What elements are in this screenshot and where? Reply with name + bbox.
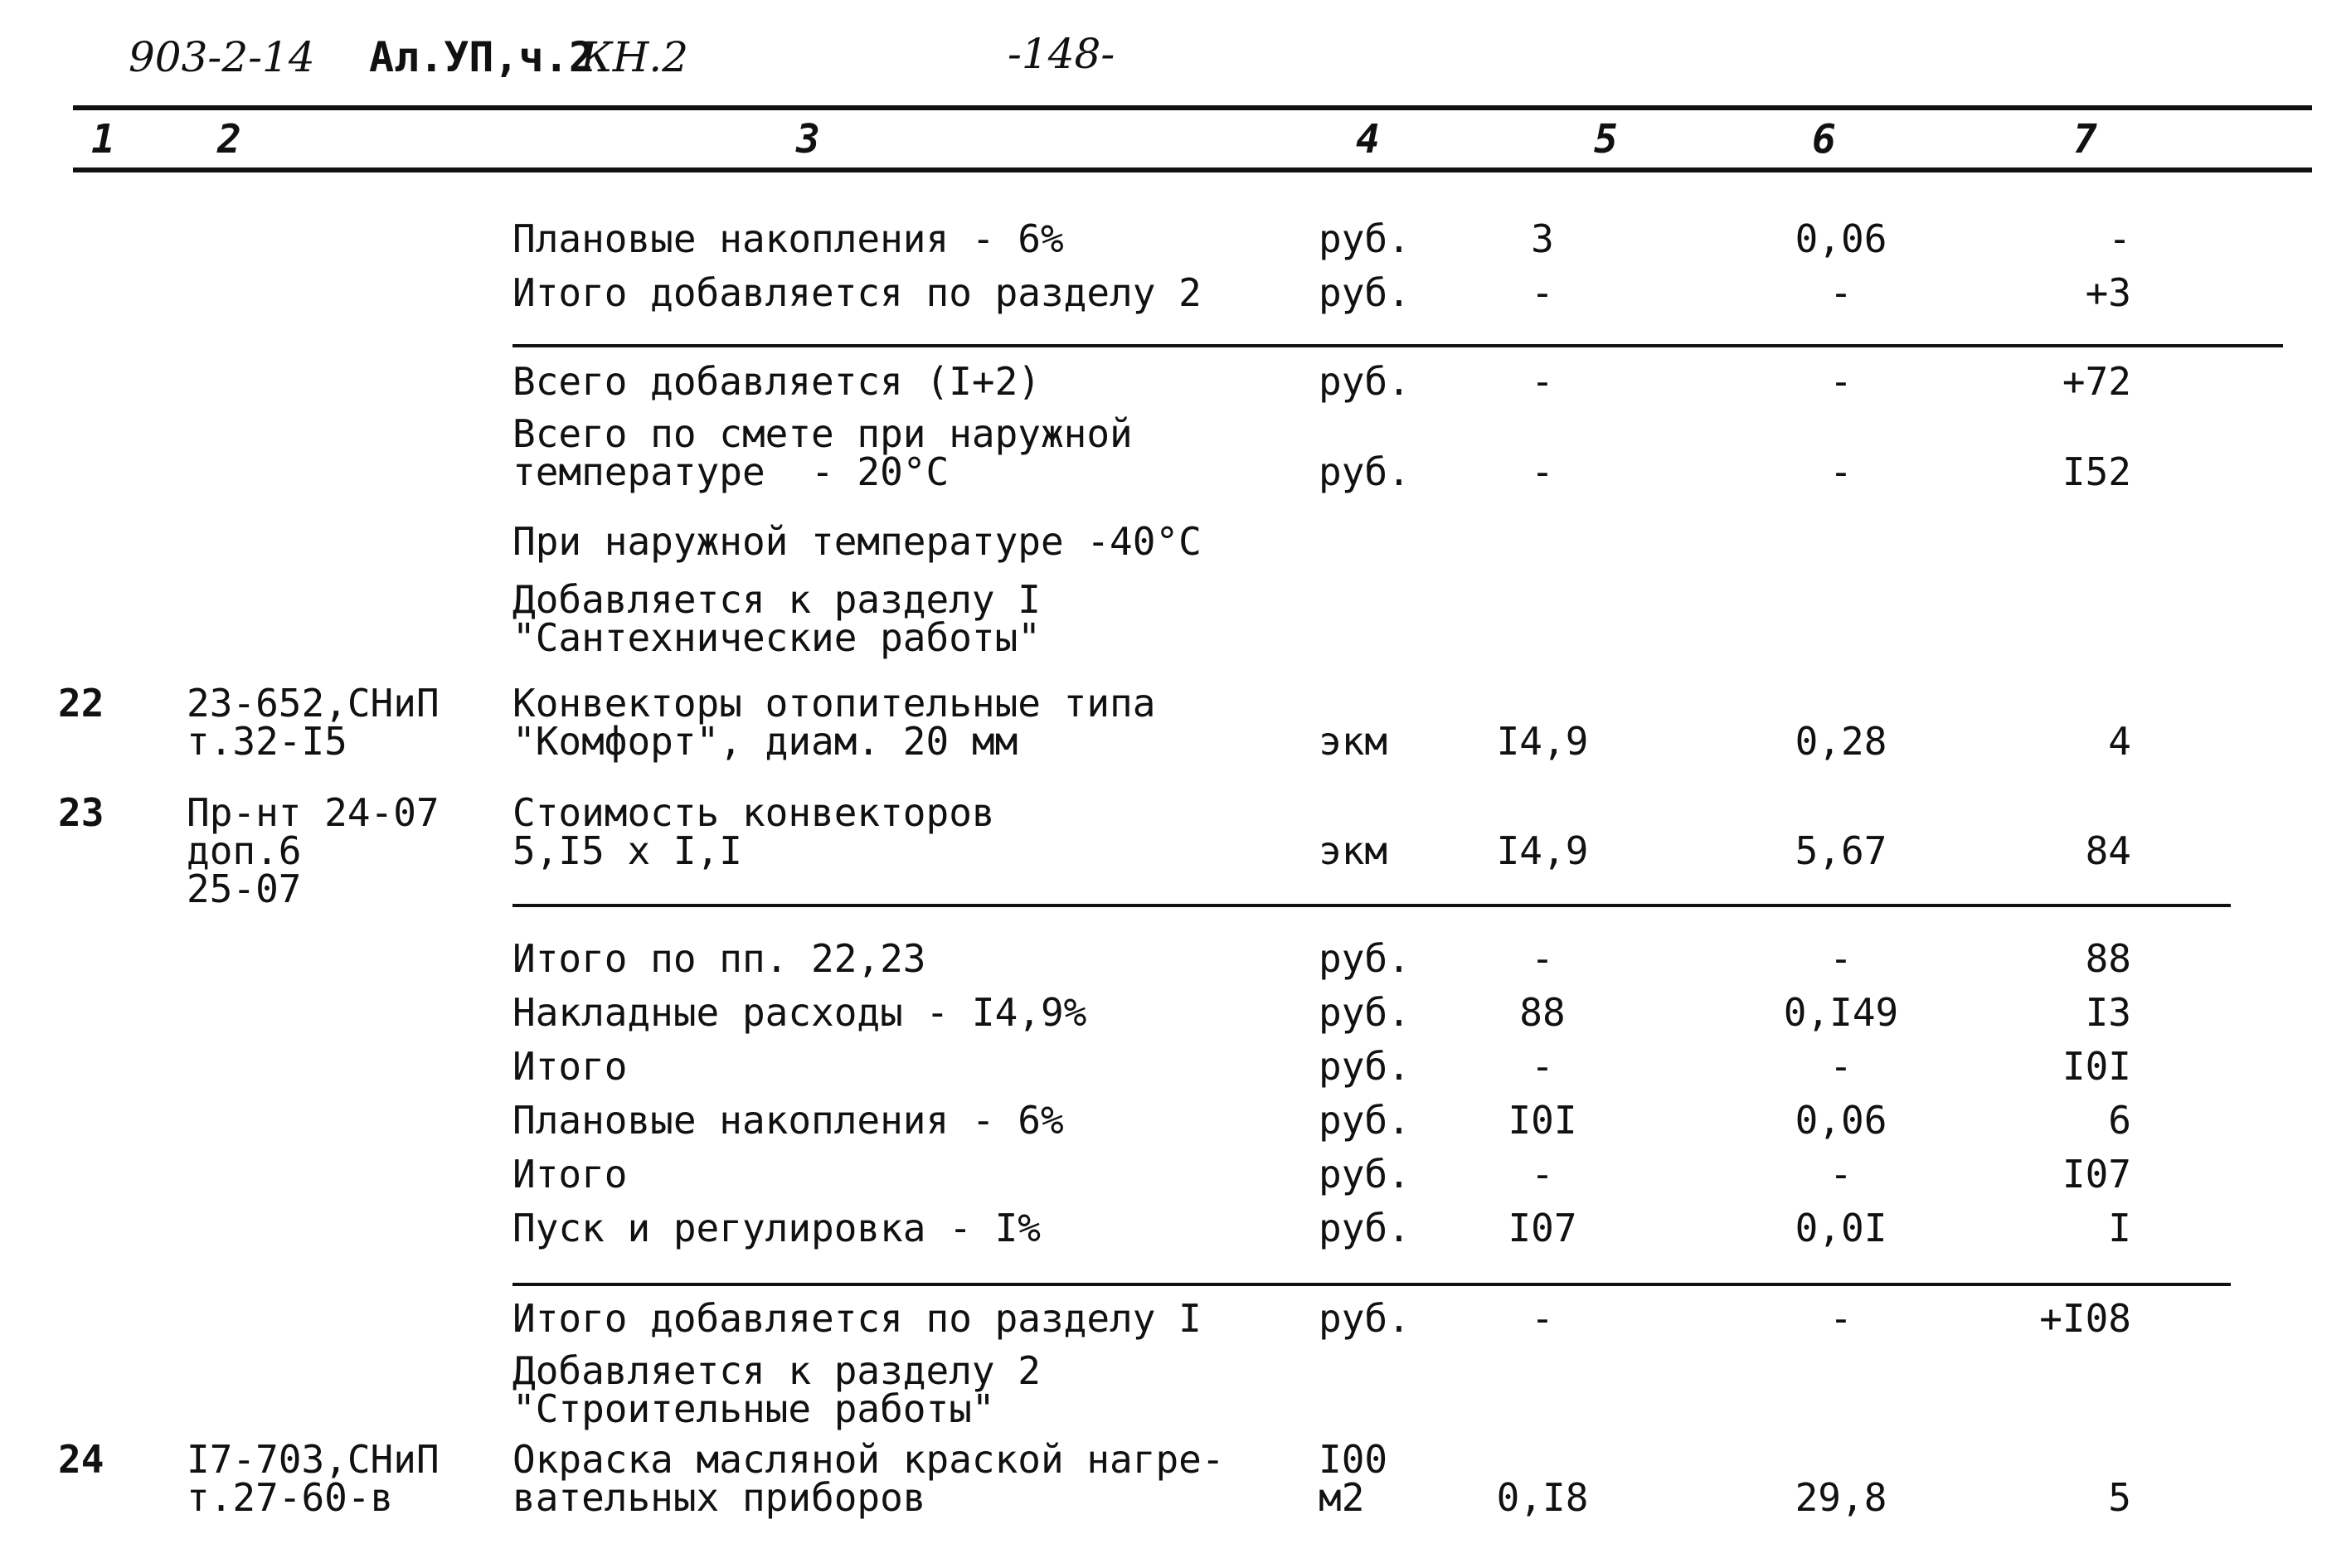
cell-description: Всего по смете при наружной температуре - 20°C — [512, 411, 1133, 494]
cell-quantity: I0I — [1508, 1098, 1577, 1143]
cell-quantity: I07 — [1508, 1206, 1577, 1250]
cell-unit: руб. — [1319, 936, 1411, 981]
cell-description: Итого — [512, 1044, 628, 1089]
book-reference: КН.2 — [580, 33, 689, 81]
cell-unit-cost: - — [1829, 1296, 1853, 1341]
cell-unit: руб. — [1319, 1296, 1411, 1341]
cell-total: 4 — [2108, 719, 2131, 764]
document-number: 903-2-14 — [129, 33, 315, 81]
cell-description: Пуск и регулировка - I% — [512, 1206, 1041, 1250]
cell-quantity: I4,9 — [1496, 719, 1589, 764]
column-number: 7 — [2073, 116, 2097, 163]
cell-item-number: 24 — [58, 1437, 104, 1482]
cell-unit: I00 м2 — [1319, 1437, 1388, 1520]
cell-unit: экм — [1319, 828, 1388, 873]
cell-unit: руб. — [1319, 216, 1411, 261]
cell-description: Накладные расходы - I4,9% — [512, 990, 1087, 1035]
cell-description: Плановые накопления - 6% — [512, 1098, 1064, 1143]
cell-item-number: 23 — [58, 790, 104, 835]
cell-description: Итого — [512, 1152, 628, 1197]
cell-reference: 23-652,СНиП т.32-I5 — [187, 681, 440, 764]
cell-unit: руб. — [1319, 1044, 1411, 1089]
cell-unit: руб. — [1319, 990, 1411, 1035]
column-number: 5 — [1594, 116, 1618, 163]
cell-description: Итого добавляется по разделу I — [512, 1296, 1202, 1341]
section-divider — [512, 1283, 2231, 1286]
cell-total: I0I — [2062, 1044, 2131, 1089]
cell-total: I52 — [2062, 449, 2131, 494]
cell-reference: Пр-нт 24-07 доп.6 25-07 — [187, 790, 440, 911]
cell-unit-cost: 0,0I — [1795, 1206, 1887, 1250]
cell-unit: руб. — [1319, 1206, 1411, 1250]
cell-total: I07 — [2062, 1152, 2131, 1197]
cell-total: - — [2108, 216, 2131, 261]
cell-unit: руб. — [1319, 270, 1411, 315]
cell-total: +I08 — [2039, 1296, 2131, 1341]
page-number: -148- — [1008, 30, 1115, 78]
cell-total: I3 — [2085, 990, 2131, 1035]
section-divider — [512, 904, 2231, 907]
cell-quantity: - — [1531, 359, 1554, 404]
cell-quantity: I4,9 — [1496, 828, 1589, 873]
cell-unit-cost: 5,67 — [1795, 828, 1887, 873]
cell-quantity: - — [1531, 1152, 1554, 1197]
cell-quantity: - — [1531, 1296, 1554, 1341]
cell-description: Итого по пп. 22,23 — [512, 936, 926, 981]
cell-quantity: 0,I8 — [1496, 1475, 1589, 1520]
cell-unit-cost: 0,06 — [1795, 1098, 1887, 1143]
cell-unit-cost: - — [1829, 449, 1853, 494]
cell-total: 5 — [2108, 1475, 2131, 1520]
cell-description: Добавляется к разделу 2 "Строительные работы" — [512, 1348, 1041, 1431]
table-header-rule — [73, 167, 2312, 172]
column-number: 6 — [1812, 116, 1836, 163]
cell-unit-cost: 0,06 — [1795, 216, 1887, 261]
column-number: 4 — [1356, 116, 1380, 163]
cell-item-number: 22 — [58, 681, 104, 726]
cell-unit: экм — [1319, 719, 1388, 764]
column-number: 1 — [91, 116, 115, 163]
cell-unit-cost: - — [1829, 1044, 1853, 1089]
cell-total: 88 — [2085, 936, 2131, 981]
cell-total: +72 — [2062, 359, 2131, 404]
cell-total: I — [2108, 1206, 2131, 1250]
cell-unit-cost: - — [1829, 270, 1853, 315]
cell-quantity: 88 — [1519, 990, 1566, 1035]
cell-unit-cost: 29,8 — [1795, 1475, 1887, 1520]
column-number: 3 — [796, 116, 820, 163]
cell-total: 84 — [2085, 828, 2131, 873]
cell-unit-cost: 0,I49 — [1783, 990, 1899, 1035]
cell-unit: руб. — [1319, 359, 1411, 404]
cell-total: +3 — [2085, 270, 2131, 315]
cell-description: Конвекторы отопительные типа "Комфорт", диам. 20 мм — [512, 681, 1156, 764]
cell-reference: I7-703,СНиП т.27-60-в — [187, 1437, 440, 1520]
cell-quantity: - — [1531, 270, 1554, 315]
cell-quantity: - — [1531, 449, 1554, 494]
cell-quantity: 3 — [1531, 216, 1554, 261]
cell-description: Добавляется к разделу I "Сантехнические работы" — [512, 577, 1041, 660]
cell-total: 6 — [2108, 1098, 2131, 1143]
cell-description: Стоимость конвекторов 5,I5 x I,I — [512, 790, 995, 873]
cell-unit-cost: - — [1829, 359, 1853, 404]
cell-unit-cost: - — [1829, 936, 1853, 981]
cell-unit-cost: - — [1829, 1152, 1853, 1197]
section-divider — [512, 344, 2283, 347]
cell-unit: руб. — [1319, 1098, 1411, 1143]
cell-description: Всего добавляется (I+2) — [512, 359, 1041, 404]
cell-quantity: - — [1531, 936, 1554, 981]
cell-quantity: - — [1531, 1044, 1554, 1089]
cell-unit: руб. — [1319, 1152, 1411, 1197]
column-number: 2 — [217, 116, 241, 163]
cell-description: При наружной температуре -40°C — [512, 519, 1202, 564]
cell-description: Плановые накопления - 6% — [512, 216, 1064, 261]
cell-unit-cost: 0,28 — [1795, 719, 1887, 764]
table-top-rule — [73, 105, 2312, 110]
cell-unit: руб. — [1319, 449, 1411, 494]
cell-description: Итого добавляется по разделу 2 — [512, 270, 1202, 315]
album-reference: Ал.УП,ч.2 — [369, 33, 594, 81]
cell-description: Окраска масляной краской нагре- вательных приборов — [512, 1437, 1225, 1520]
